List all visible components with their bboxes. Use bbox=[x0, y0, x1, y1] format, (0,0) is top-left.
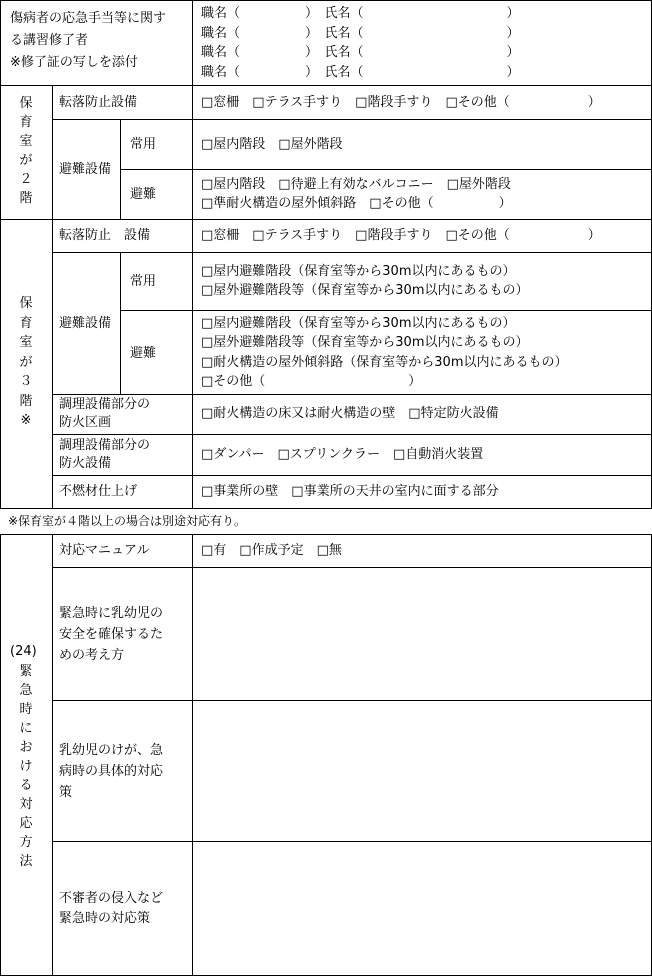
floor2-label: 保 育 室 が ２ 階 bbox=[19, 96, 33, 206]
emergency-item-line: 策 bbox=[59, 785, 73, 800]
cert-row: 職名（ ） 氏名（ ） bbox=[201, 65, 520, 80]
floor3-emergency-line[interactable]: □その他（ ） bbox=[201, 374, 422, 389]
rule bbox=[0, 85, 651, 86]
floor3-kitchen-zone-label: 防火区画 bbox=[59, 415, 112, 430]
emergency-item-field[interactable] bbox=[193, 842, 651, 975]
emergency-item-line: 緊急時の対応策 bbox=[59, 911, 151, 926]
floor3-emergency-line[interactable]: □耐火構造の屋外傾斜路（保育室等から30m以内にあるもの） bbox=[201, 355, 568, 370]
floor2-regular-label: 常用 bbox=[130, 137, 157, 152]
rule bbox=[52, 252, 651, 253]
cert-label-line: ※修了証の写しを添付 bbox=[10, 55, 138, 70]
floor3-kitchen-equip-options[interactable]: □ダンパー □スプリンクラー □自動消火装置 bbox=[201, 447, 484, 462]
emergency-item-field[interactable] bbox=[193, 568, 651, 700]
cert-label-line: る講習修了者 bbox=[10, 33, 89, 48]
rule bbox=[52, 475, 651, 476]
emergency-label-num: (24) bbox=[10, 644, 37, 659]
rule bbox=[52, 119, 651, 120]
rule bbox=[192, 0, 193, 509]
rule bbox=[120, 310, 651, 311]
floor3-regular-label: 常用 bbox=[130, 274, 157, 289]
rule bbox=[0, 534, 1, 976]
rule bbox=[120, 119, 121, 219]
manual-options[interactable]: □有 □作成予定 □無 bbox=[201, 543, 342, 558]
emergency-item-line: 安全を確保するた bbox=[59, 627, 164, 642]
rule bbox=[0, 0, 1, 509]
emergency-item-line: 乳幼児のけが、急 bbox=[59, 743, 164, 758]
emergency-item-line: 緊急時に乳幼児の bbox=[59, 606, 164, 621]
rule bbox=[0, 219, 651, 220]
floor3-kitchen-zone-label: 調理設備部分の bbox=[59, 397, 151, 412]
manual-label: 対応マニュアル bbox=[59, 543, 150, 558]
rule bbox=[0, 534, 651, 535]
rule bbox=[0, 508, 651, 509]
rule bbox=[52, 534, 53, 976]
floor3-evac-label: 避難設備 bbox=[59, 316, 112, 331]
rule bbox=[0, 0, 651, 1]
floor3-regular-line[interactable]: □屋内避難階段（保育室等から30m以内にあるもの） bbox=[201, 264, 516, 279]
emergency-item-line: 不審者の侵入など bbox=[59, 891, 164, 906]
emergency-label: 緊 急 時 に お け る 対 応 方 法 bbox=[19, 664, 33, 869]
floor2-fall-options[interactable]: □窓柵 □テラス手すり □階段手すり □その他（ ） bbox=[201, 95, 601, 110]
cert-row: 職名（ ） 氏名（ ） bbox=[201, 26, 520, 41]
rule bbox=[120, 169, 651, 170]
floor3-emergency-label: 避難 bbox=[130, 346, 157, 361]
floor2-emergency-line[interactable]: □準耐火構造の屋外傾斜路 □その他（ ） bbox=[201, 196, 512, 211]
floor3-noncomb-options[interactable]: □事業所の壁 □事業所の天井の室内に面する部分 bbox=[201, 484, 499, 499]
cert-row: 職名（ ） 氏名（ ） bbox=[201, 45, 520, 60]
floor3-fall-label: 転落防止 設備 bbox=[59, 228, 151, 243]
rule bbox=[120, 252, 121, 394]
floor3-kitchen-equip-label: 防火設備 bbox=[59, 456, 112, 471]
cert-row: 職名（ ） 氏名（ ） bbox=[201, 6, 520, 21]
floor2-regular-options[interactable]: □屋内階段 □屋外階段 bbox=[201, 137, 343, 152]
rule bbox=[52, 85, 53, 509]
emergency-item-line: めの考え方 bbox=[59, 648, 125, 663]
rule bbox=[52, 394, 651, 395]
upper-floor-note: ※保育室が４階以上の場合は別途対応有り。 bbox=[8, 514, 247, 528]
floor3-emergency-line[interactable]: □屋内避難階段（保育室等から30m以内にあるもの） bbox=[201, 316, 516, 331]
rule bbox=[52, 434, 651, 435]
rule bbox=[0, 975, 651, 976]
emergency-item-field[interactable] bbox=[193, 701, 651, 841]
floor2-emergency-label: 避難 bbox=[130, 187, 157, 202]
floor3-noncomb-label: 不燃材仕上げ bbox=[59, 484, 138, 499]
floor2-emergency-line[interactable]: □屋内階段 □待避上有効なバルコニー □屋外階段 bbox=[201, 177, 511, 192]
floor2-evac-label: 避難設備 bbox=[59, 162, 112, 177]
emergency-item-line: 病時の具体的対応 bbox=[59, 764, 164, 779]
floor2-fall-label: 転落防止設備 bbox=[59, 95, 138, 110]
floor3-label: 保 育 室 が ３ 階 ※ bbox=[19, 296, 33, 428]
floor3-fall-options[interactable]: □窓柵 □テラス手すり □階段手すり □その他（ ） bbox=[201, 228, 601, 243]
floor3-regular-line[interactable]: □屋外避難階段等（保育室等から30m以内にあるもの） bbox=[201, 283, 529, 298]
floor3-kitchen-zone-options[interactable]: □耐火構造の床又は耐火構造の壁 □特定防火設備 bbox=[201, 406, 499, 421]
cert-label-line: 傷病者の応急手当等に関す bbox=[10, 11, 167, 26]
floor3-emergency-line[interactable]: □屋外避難階段等（保育室等から30m以内にあるもの） bbox=[201, 335, 529, 350]
floor3-kitchen-equip-label: 調理設備部分の bbox=[59, 438, 151, 453]
